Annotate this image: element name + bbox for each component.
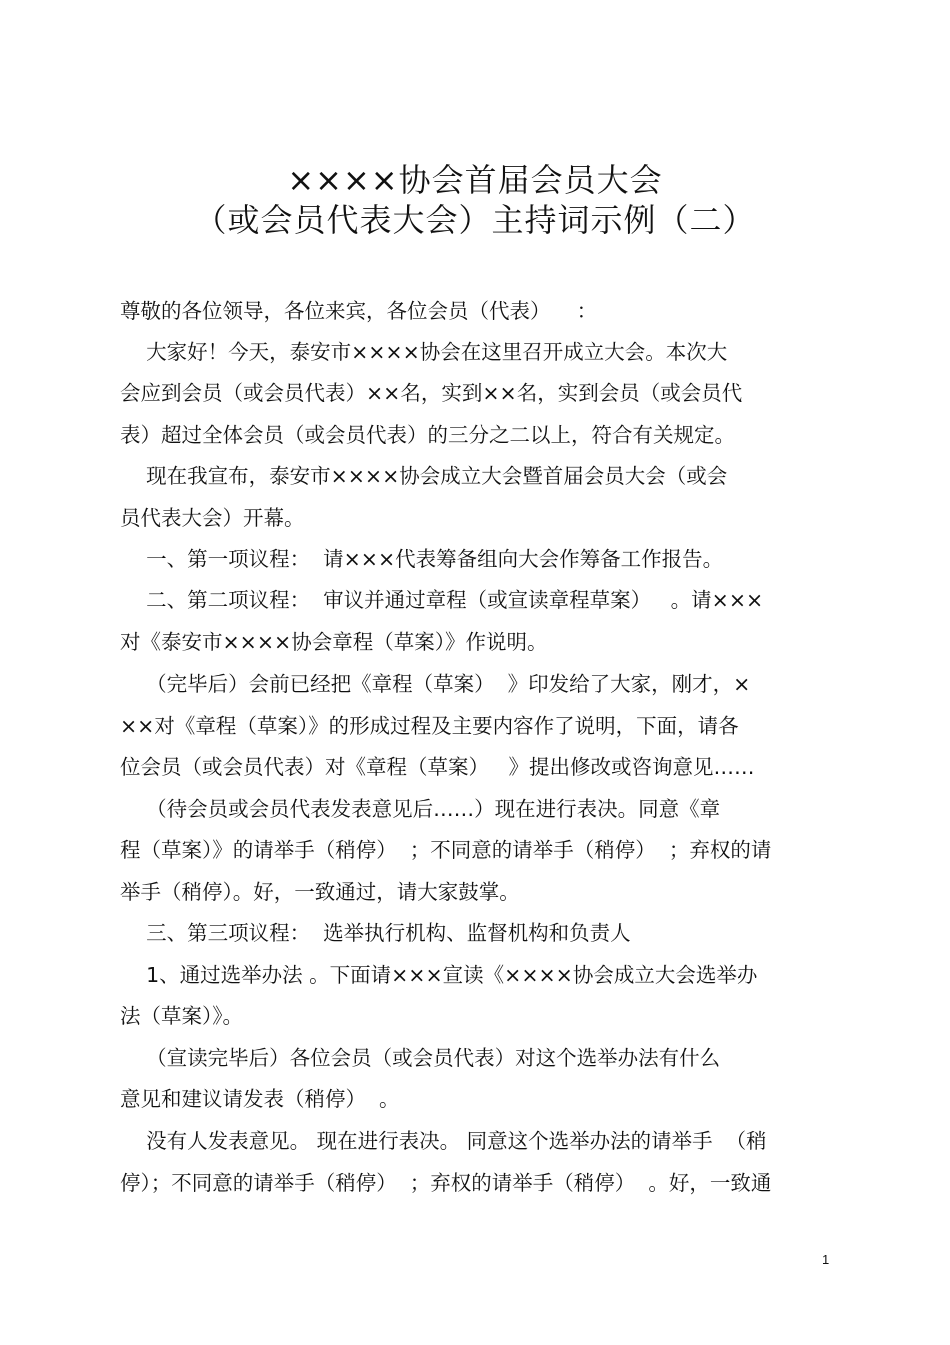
body-line: 会应到会员（或会员代表）××名，实到××名，实到会员（或会员代 — [120, 381, 743, 405]
body-line: 尊敬的各位领导，各位来宾，各位会员（代表） ： — [120, 299, 598, 323]
body-line: 停）；不同意的请举手（稍停） ；弃权的请举手（稍停） 。好，一致通 — [120, 1171, 772, 1195]
body-line: （宣读完毕后）各位会员（或会员代表）对这个选举办法有什么 — [120, 1046, 721, 1070]
body-line: ××对《章程（草案）》的形成过程及主要内容作了说明，下面，请各 — [120, 714, 739, 738]
body-line: 表）超过全体会员（或会员代表）的三分之二以上，符合有关规定。 — [120, 423, 735, 447]
body-line: 二、第二项议程： 审议并通过章程（或宣读章程草案） 。请××× — [120, 588, 764, 612]
body-line: 一、第一项议程： 请×××代表筹备组向大会作筹备工作报告。 — [120, 547, 724, 571]
body-line: 大家好！今天，泰安市××××协会在这里召开成立大会。本次大 — [120, 340, 728, 364]
document-title-line-1: ××××协会首届会员大会 — [287, 161, 663, 199]
body-line: 对《泰安市××××协会章程（草案）》作说明。 — [120, 630, 548, 654]
body-line: 1、通过选举办法 。下面请×××宣读《××××协会成立大会选举办 — [120, 963, 758, 987]
page-number: 1 — [822, 1252, 830, 1267]
document-title-line-2: （或会员代表大会）主持词示例（二） — [194, 201, 756, 239]
body-line: 三、第三项议程： 选举执行机构、监督机构和负责人 — [120, 921, 631, 945]
body-line: 员代表大会）开幕。 — [120, 506, 305, 530]
body-line: 没有人发表意见。 现在进行表决。 同意这个选举办法的请举手 （稍 — [120, 1129, 767, 1153]
body-line: 法（草案）》。 — [120, 1004, 243, 1028]
body-line: 程（草案）》的请举手（稍停） ；不同意的请举手（稍停） ；弃权的请 — [120, 838, 772, 862]
body-line: 现在我宣布，泰安市××××协会成立大会暨首届会员大会（或会 — [120, 464, 728, 488]
body-line: （待会员或会员代表发表意见后……）现在进行表决。同意《章 — [120, 797, 721, 821]
body-line: 举手（稍停）。好，一致通过，请大家鼓掌。 — [120, 880, 520, 904]
body-line: 意见和建议请发表（稍停） 。 — [120, 1087, 400, 1111]
body-line: （完毕后）会前已经把《章程（草案） 》印发给了大家，刚才，× — [120, 672, 751, 696]
body-line: 位会员（或会员代表）对《章程（草案） 》提出修改或咨询意见…… — [120, 755, 755, 779]
